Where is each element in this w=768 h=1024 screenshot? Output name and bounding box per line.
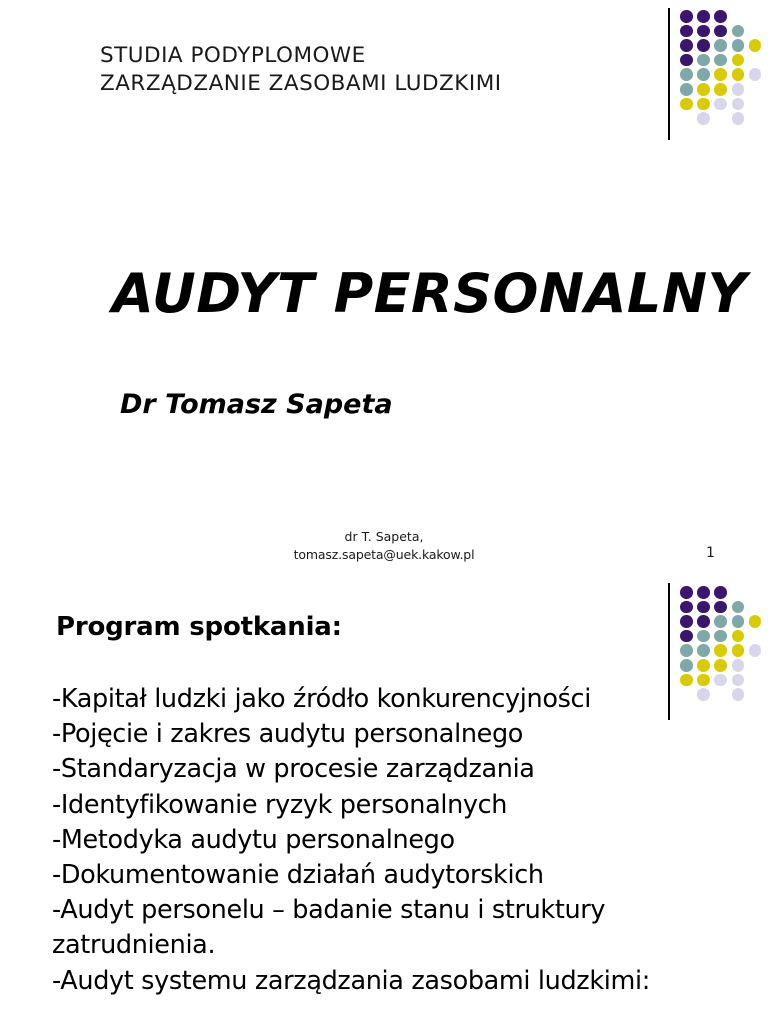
logo-dot [697, 601, 710, 614]
logo-dot [680, 83, 693, 96]
logo-dot [732, 68, 745, 81]
logo-dot [697, 586, 710, 599]
logo-dot [680, 659, 693, 672]
slide-footer [0, 528, 768, 564]
logo-dot [697, 688, 710, 701]
agenda-list [52, 682, 692, 999]
logo-dot [732, 83, 745, 96]
logo-dot [732, 112, 745, 125]
agenda-item: -Standaryzacja w procesie zarządzania [52, 754, 535, 785]
logo-dot [680, 615, 693, 628]
author-name: Dr Tomasz Sapeta [120, 389, 393, 420]
logo-dot [697, 83, 710, 96]
logo-dot [732, 644, 745, 657]
logo-dot [697, 659, 710, 672]
logo-dot [680, 54, 693, 67]
dot-matrix-logo-bottom [680, 586, 766, 704]
logo-dot [732, 25, 745, 38]
logo-dot [714, 54, 727, 67]
logo-dot [732, 98, 745, 111]
logo-dot [714, 601, 727, 614]
logo-dot [680, 10, 693, 23]
logo-dot [714, 674, 727, 687]
logo-dot [714, 39, 727, 52]
agenda-item: -Dokumentowanie działań audytorskich [52, 859, 544, 890]
logo-dot [749, 68, 762, 81]
agenda-item: -Identyfikowanie ryzyk personalnych [52, 789, 508, 820]
logo-dot [697, 674, 710, 687]
logo-dot [697, 112, 710, 125]
logo-dot [749, 39, 762, 52]
logo-dot [680, 68, 693, 81]
logo-dot [680, 586, 693, 599]
logo-dot [714, 25, 727, 38]
logo-dot [714, 644, 727, 657]
logo-dot [732, 39, 745, 52]
logo-dot [714, 615, 727, 628]
footer-author: dr T. Sapeta, [344, 529, 424, 544]
logo-dot [697, 644, 710, 657]
logo-dot [680, 98, 693, 111]
page-number: 1 [706, 545, 715, 561]
logo-dot [680, 25, 693, 38]
agenda-item: -Kapitał ludzki jako źródło konkurencyjności [52, 684, 591, 714]
logo-dot [697, 54, 710, 67]
logo-dot [732, 54, 745, 67]
logo-dot [732, 630, 745, 643]
logo-dot [697, 10, 710, 23]
logo-dot [714, 10, 727, 23]
logo-dot [714, 630, 727, 643]
logo-dot [697, 615, 710, 628]
header-line-subject: ZARZĄDZANIE ZASOBAMI LUDZKIMI [100, 71, 502, 97]
logo-dot [680, 601, 693, 614]
logo-dot [697, 39, 710, 52]
logo-dot [749, 644, 762, 657]
agenda-item: -Pojęcie i zakres audytu personalnego [52, 719, 524, 750]
logo-dot [714, 83, 727, 96]
slide-header [100, 42, 502, 99]
agenda-item: -Audyt personelu – badanie stanu i struktury zatrudnienia. [52, 895, 613, 961]
footer-email: tomasz.sapeta@uek.kakow.pl [293, 546, 475, 562]
logo-dot [714, 659, 727, 672]
dot-matrix-logo-top [680, 10, 766, 128]
header-divider-rule [668, 8, 670, 140]
logo-dot [732, 659, 745, 672]
logo-dot [697, 68, 710, 81]
logo-dot [697, 25, 710, 38]
logo-dot [680, 39, 693, 52]
logo-dot [714, 68, 727, 81]
page-title: AUDYT PERSONALNY [112, 262, 748, 325]
header-line-program: STUDIA PODYPLOMOWE [100, 43, 366, 68]
logo-dot [749, 615, 762, 628]
logo-dot [680, 630, 693, 643]
agenda-item: -Audyt systemu zarządzania zasobami ludzkimi: [52, 965, 650, 996]
logo-dot [714, 98, 727, 111]
logo-dot [732, 601, 745, 614]
logo-dot [697, 98, 710, 111]
logo-dot [714, 586, 727, 599]
agenda-item: -Metodyka audytu personalnego [52, 824, 455, 855]
agenda-heading: Program spotkania: [56, 612, 342, 642]
logo-dot [732, 615, 745, 628]
logo-dot [732, 688, 745, 701]
logo-dot [732, 674, 745, 687]
logo-dot [697, 630, 710, 643]
logo-dot [680, 644, 693, 657]
